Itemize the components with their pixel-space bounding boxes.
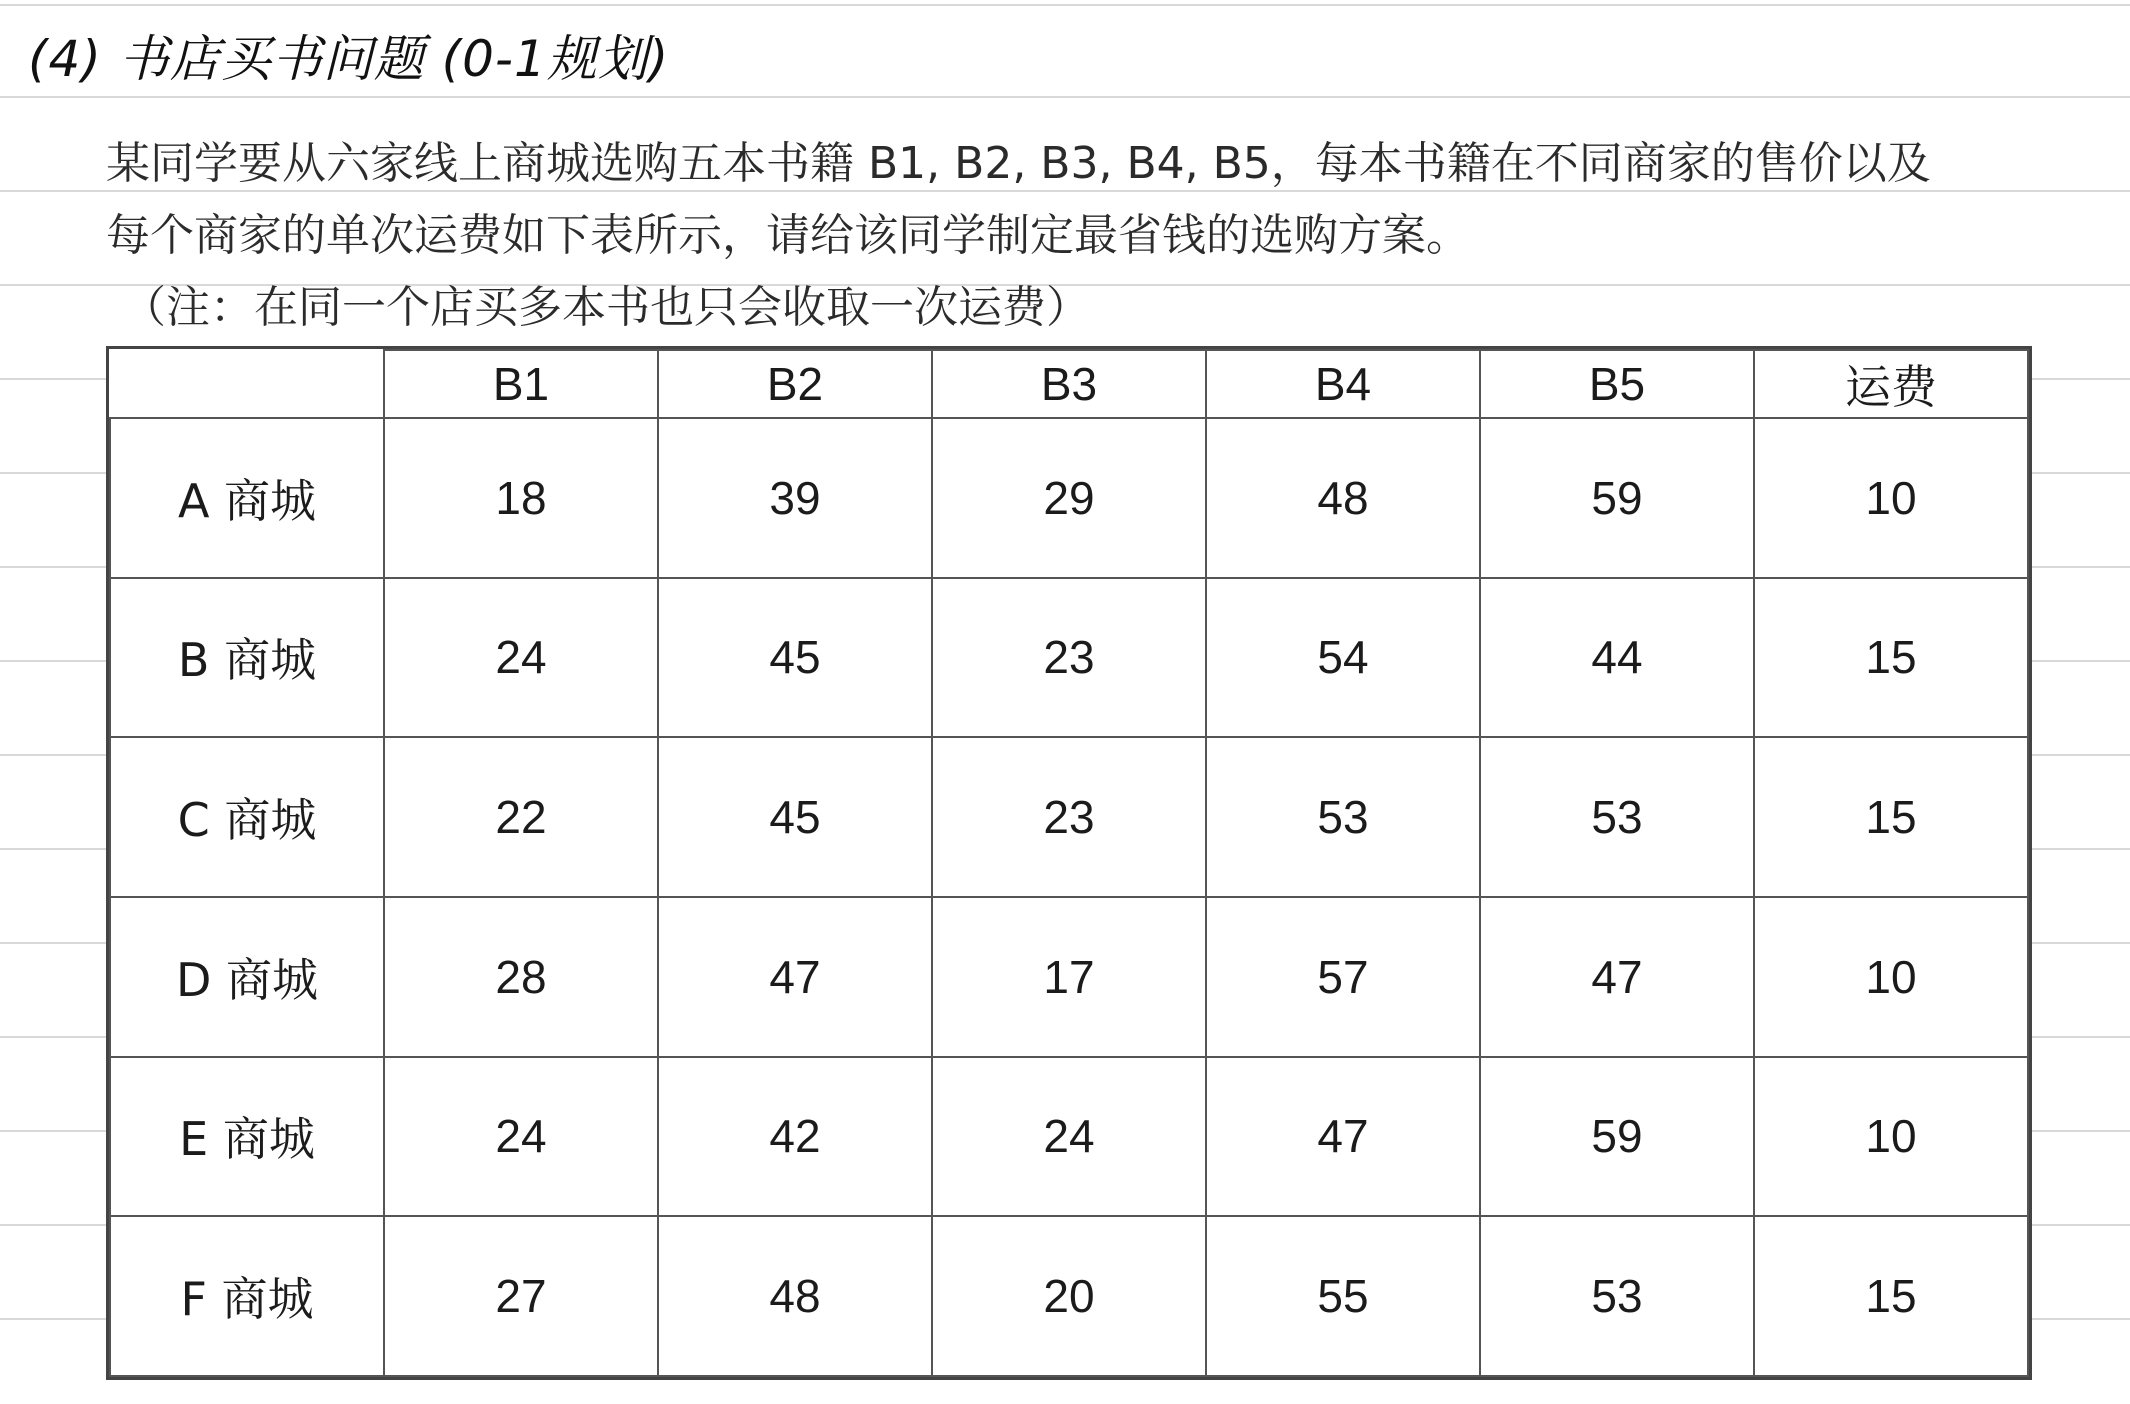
table-cell: 39 xyxy=(658,418,932,578)
table-row xyxy=(110,1216,2028,1376)
table-cell: 53 xyxy=(1206,737,1480,897)
table-cell: 17 xyxy=(932,897,1206,1057)
table-row xyxy=(110,418,2028,578)
column-header: B5 xyxy=(1480,350,1754,418)
column-header: B4 xyxy=(1206,350,1480,418)
table-cell: 48 xyxy=(1206,418,1480,578)
section-heading: (4) 书店买书问题 (0-1规划) xyxy=(28,30,670,88)
table-cell: 23 xyxy=(932,737,1206,897)
table-cell: 59 xyxy=(1480,1057,1754,1217)
table-cell: 10 xyxy=(1754,1057,2028,1217)
price-table-container xyxy=(106,346,2032,1380)
column-header: 运费 xyxy=(1754,350,2028,418)
table-cell: 15 xyxy=(1754,737,2028,897)
table-cell: 15 xyxy=(1754,1216,2028,1376)
row-header: D 商城 xyxy=(110,897,384,1057)
table-cell: 20 xyxy=(932,1216,1206,1376)
table-cell: 22 xyxy=(384,737,658,897)
table-cell: 47 xyxy=(1480,897,1754,1057)
table-cell: 10 xyxy=(1754,897,2028,1057)
table-cell: 44 xyxy=(1480,578,1754,738)
table-row xyxy=(110,897,2028,1057)
column-header: B1 xyxy=(384,350,658,418)
column-header: B3 xyxy=(932,350,1206,418)
ruled-line xyxy=(0,4,2130,6)
table-row xyxy=(110,737,2028,897)
table-cell: 28 xyxy=(384,897,658,1057)
row-header: A 商城 xyxy=(110,418,384,578)
table-cell: 55 xyxy=(1206,1216,1480,1376)
table-cell: 57 xyxy=(1206,897,1480,1057)
table-cell: 45 xyxy=(658,737,932,897)
row-header: F 商城 xyxy=(110,1216,384,1376)
table-header-row xyxy=(110,350,2028,418)
table-cell: 15 xyxy=(1754,578,2028,738)
corner-cell xyxy=(110,350,384,418)
table-cell: 45 xyxy=(658,578,932,738)
table-cell: 18 xyxy=(384,418,658,578)
table-cell: 48 xyxy=(658,1216,932,1376)
table-row xyxy=(110,1057,2028,1217)
problem-note: （注：在同一个店买多本书也只会收取一次运费） xyxy=(122,282,1090,333)
table-cell: 10 xyxy=(1754,418,2028,578)
price-table xyxy=(109,349,2029,1377)
table-cell: 27 xyxy=(384,1216,658,1376)
table-cell: 42 xyxy=(658,1057,932,1217)
table-cell: 54 xyxy=(1206,578,1480,738)
column-header: B2 xyxy=(658,350,932,418)
table-cell: 24 xyxy=(932,1057,1206,1217)
table-cell: 23 xyxy=(932,578,1206,738)
problem-statement xyxy=(106,128,2036,344)
table-cell: 29 xyxy=(932,418,1206,578)
problem-line-1: 某同学要从六家线上商城选购五本书籍 B1, B2, B3, B4, B5，每本书籍在不同商家的售价以及 xyxy=(106,138,1931,189)
problem-line-2: 每个商家的单次运费如下表所示，请给该同学制定最省钱的选购方案。 xyxy=(106,210,1470,261)
table-cell: 24 xyxy=(384,578,658,738)
row-header: B 商城 xyxy=(110,578,384,738)
table-cell: 59 xyxy=(1480,418,1754,578)
table-cell: 24 xyxy=(384,1057,658,1217)
table-row xyxy=(110,578,2028,738)
table-cell: 53 xyxy=(1480,1216,1754,1376)
table-cell: 47 xyxy=(1206,1057,1480,1217)
row-header: C 商城 xyxy=(110,737,384,897)
table-cell: 53 xyxy=(1480,737,1754,897)
table-cell: 47 xyxy=(658,897,932,1057)
row-header: E 商城 xyxy=(110,1057,384,1217)
